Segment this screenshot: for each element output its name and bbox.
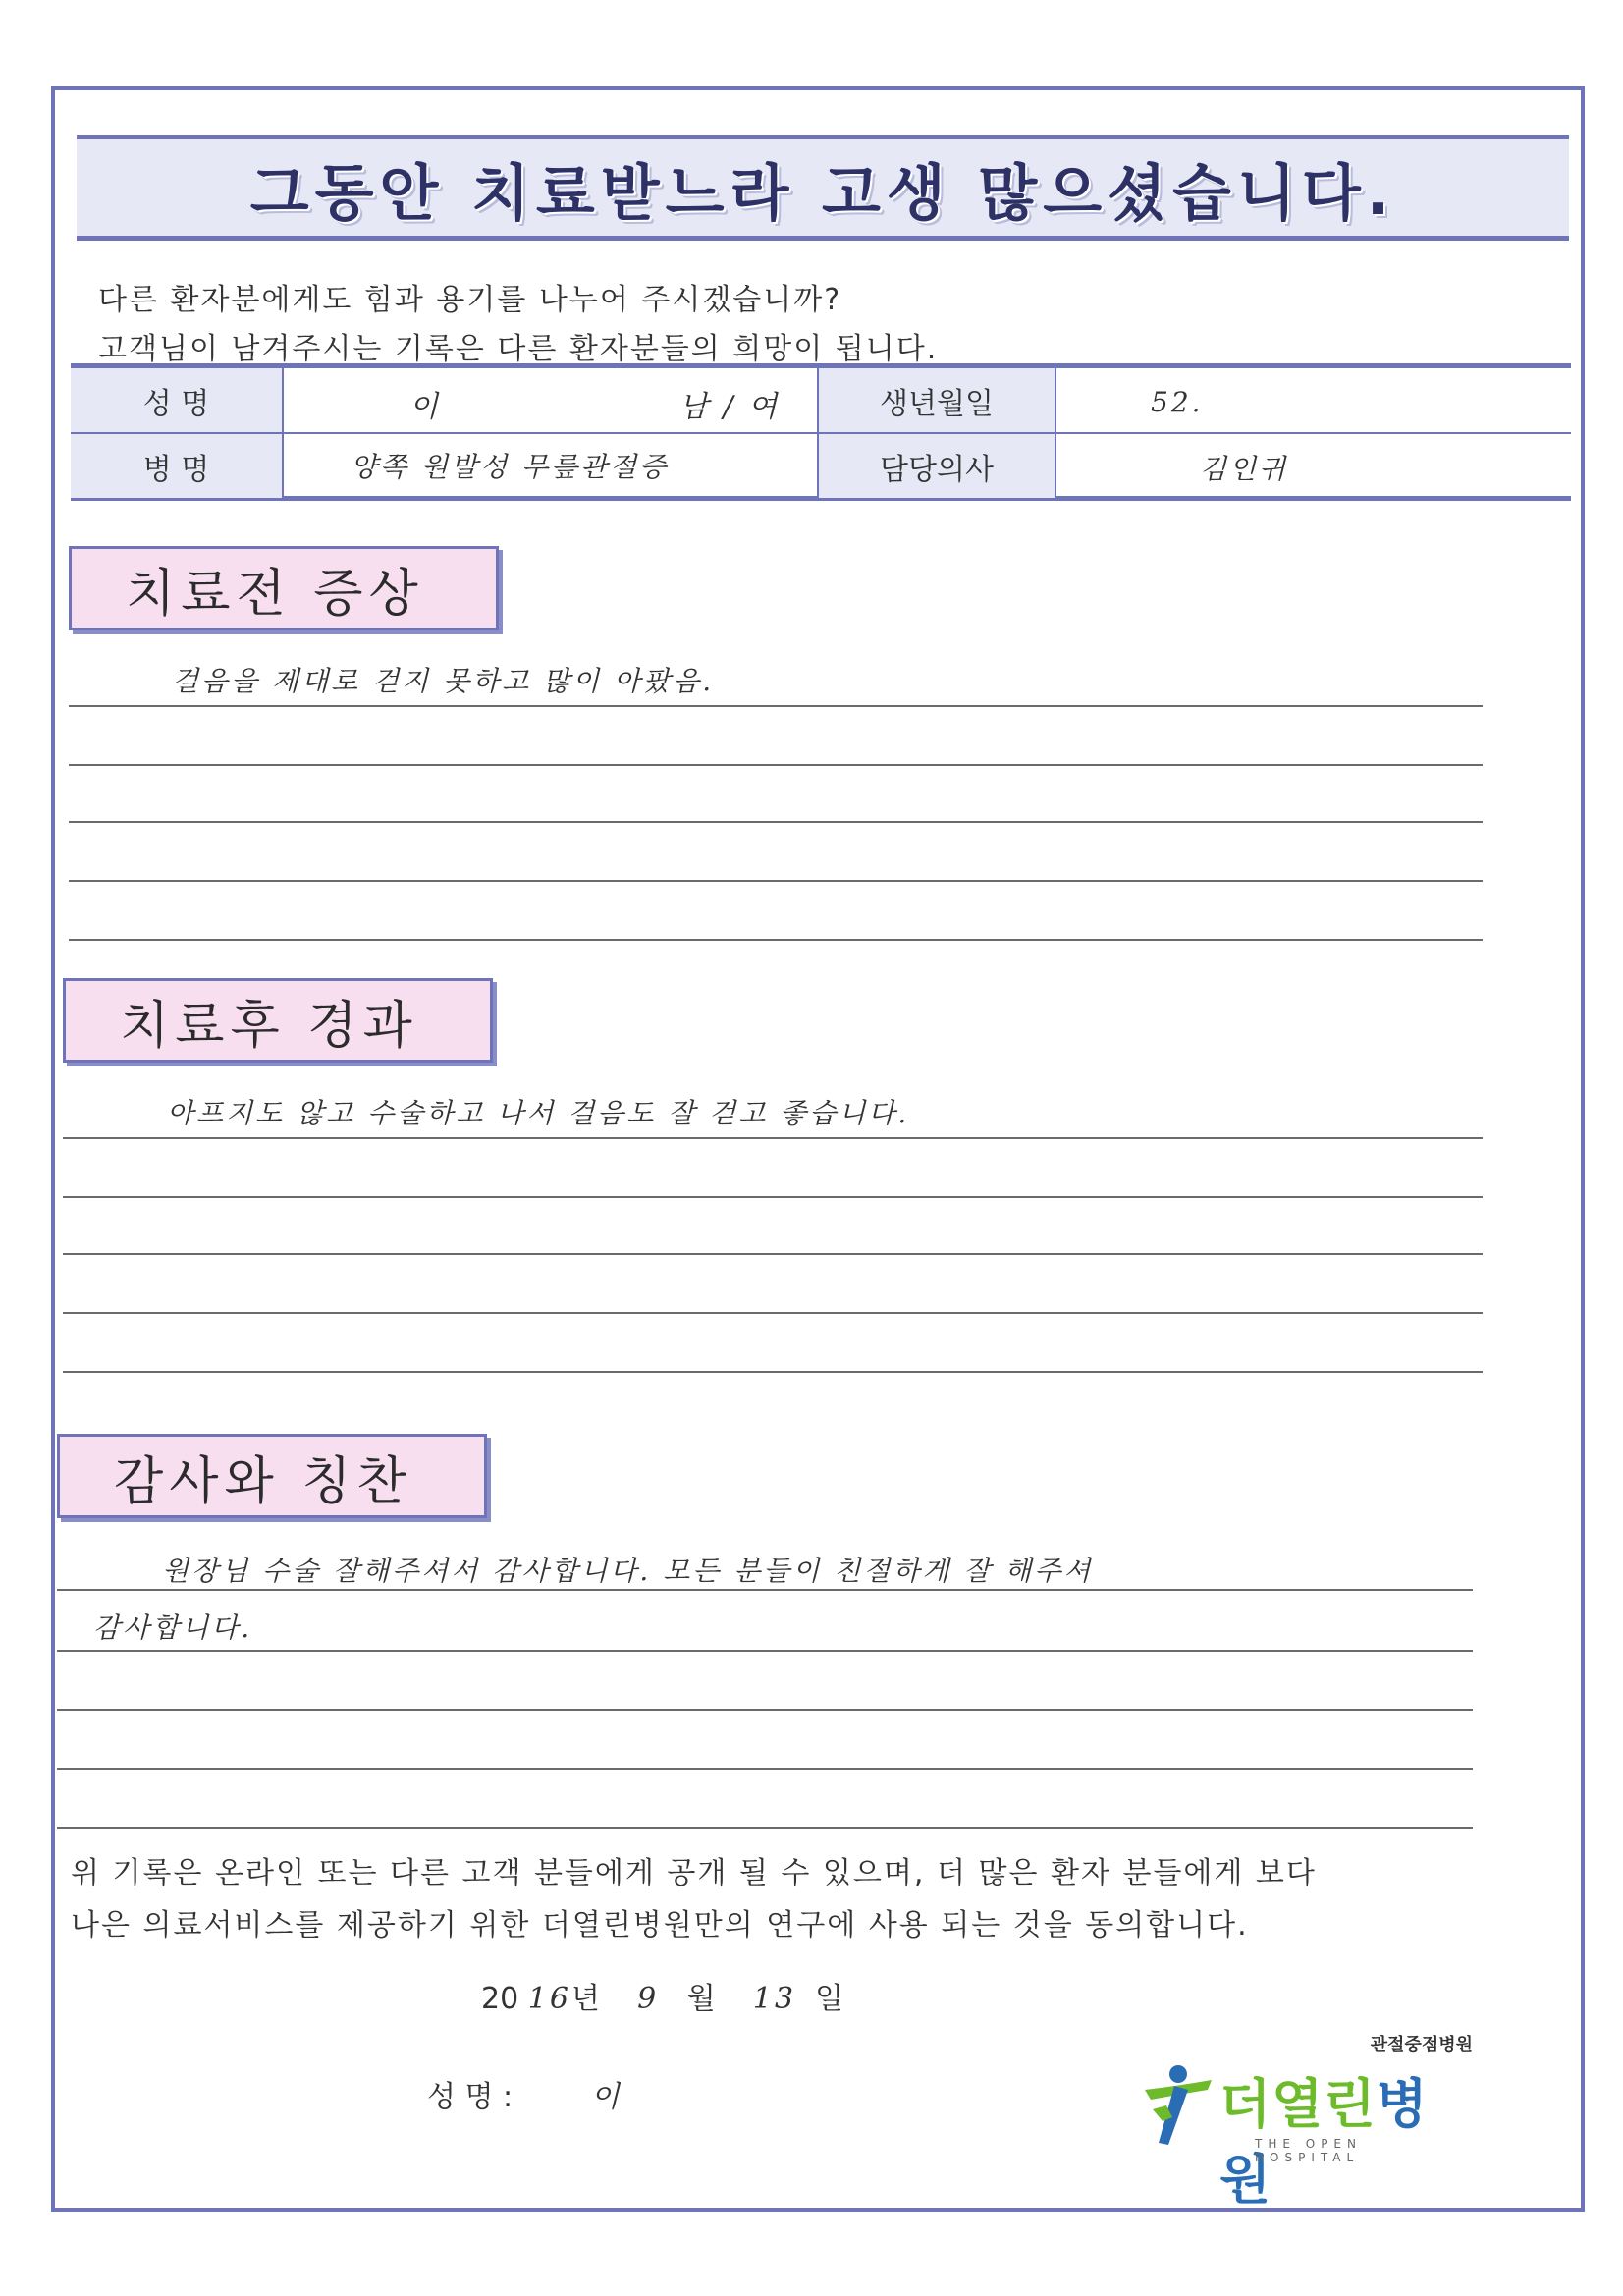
name-value: 이: [409, 390, 441, 424]
birth-label: 생년월일: [819, 368, 1055, 432]
section-heading-thanks: [57, 1434, 487, 1518]
after-progress-line-1: 아프지도 않고 수술하고 나서 걸음도 잘 걷고 좋습니다.: [167, 1097, 910, 1129]
logo-name-blue: 병원: [1219, 2073, 1429, 2211]
thanks-line-1: 원장님 수술 잘해주셔서 감사합니다. 모든 분들이 친절하게 잘 해주셔: [162, 1555, 1094, 1587]
logo-english: THE OPEN HOSPITAL: [1255, 2137, 1362, 2164]
hospital-logo: [1139, 2031, 1473, 2211]
section-heading-before: [69, 546, 499, 630]
page-title: 그동안 치료받느라 고생 많으셨습니다.: [249, 156, 1396, 229]
signature-label: 성 명 :: [427, 2080, 514, 2114]
thanks-line-2: 감사합니다.: [93, 1612, 253, 1644]
logo-figure-icon: [1139, 2060, 1217, 2154]
birth-value: 52.: [1151, 386, 1204, 418]
doctor-value: 김인귀: [1200, 453, 1289, 485]
date-year-prefix: 20: [481, 1982, 519, 2016]
disease-value: 양쪽 원발성 무릎관절증: [351, 451, 670, 483]
date-line: [481, 1974, 843, 2017]
doctor-label: 담당의사: [819, 434, 1055, 498]
date-month-unit: 월: [686, 1982, 716, 2016]
sex-value: 남 / 여: [679, 390, 781, 424]
patient-info-table: [71, 363, 1571, 501]
date-year-unit: 년: [570, 1982, 600, 2016]
disease-label: 병 명: [71, 434, 282, 498]
date-month: 9: [637, 1982, 660, 2016]
signature-line: [427, 2072, 622, 2115]
signature-value: 이: [590, 2080, 622, 2114]
section-heading-thanks-text: 감사와 칭찬: [114, 1451, 412, 1511]
info-row-name: [71, 368, 1571, 434]
intro-line-1: 다른 환자분에게도 힘과 용기를 나누어 주시겠습니까?: [98, 283, 842, 317]
before-symptoms-line-1: 걸음을 제대로 걷지 못하고 많이 아팠음.: [172, 665, 715, 697]
section-heading-after-text: 치료후 경과: [120, 996, 418, 1056]
section-heading-before-text: 치료전 증상: [126, 564, 424, 624]
logo-name-green: 더열린: [1219, 2073, 1377, 2135]
info-row-disease: [71, 434, 1571, 498]
title-banner: [77, 135, 1569, 241]
logo-subtitle: 관절중점병원: [1370, 2035, 1473, 2055]
consent-line-2: 나은 의료서비스를 제공하기 위한 더열린병원만의 연구에 사용 되는 것을 동의합니다.: [71, 1908, 1249, 1942]
name-label: 성 명: [71, 368, 282, 432]
date-day: 13: [752, 1982, 797, 2016]
consent-line-1: 위 기록은 온라인 또는 다른 고객 분들에게 공개 될 수 있으며, 더 많은 환자 분들에게 보다: [71, 1856, 1317, 1890]
section-heading-after: [63, 978, 493, 1063]
intro-line-2: 고객님이 남겨주시는 기록은 다른 환자분들의 희망이 됩니다.: [98, 332, 939, 366]
date-day-unit: 일: [815, 1982, 844, 2016]
date-year-suffix: 16: [527, 1982, 571, 2016]
